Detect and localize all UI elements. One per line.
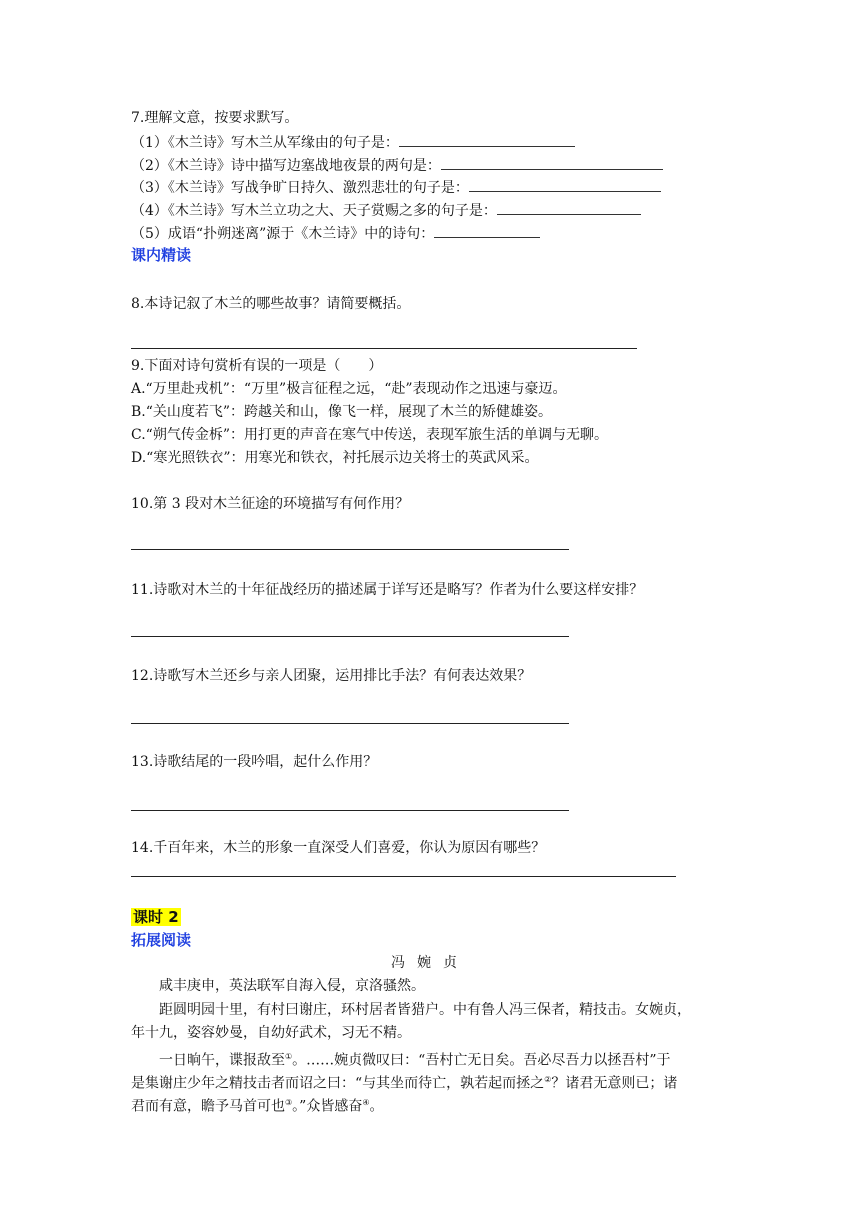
footnote-marker: ③ xyxy=(285,1098,293,1107)
answer-blank[interactable] xyxy=(497,200,641,215)
q9-stem: 9.下面对诗句赏析有误的一项是（ ） xyxy=(131,358,383,374)
answer-line[interactable] xyxy=(131,348,637,349)
passage-title: 冯婉贞 xyxy=(391,955,469,971)
q11-text: 11.诗歌对木兰的十年征战经历的描述属于详写还是略写？作者为什么要这样安排？ xyxy=(131,582,644,598)
q9-option-b[interactable]: B.“关山度若飞”：跨越关和山，像飞一样，展现了木兰的矫健雄姿。 xyxy=(131,404,553,420)
passage-paragraph-1: 咸丰庚申，英法联军自海入侵，京洛骚然。 xyxy=(159,978,425,994)
footnote-marker: ② xyxy=(544,1075,552,1084)
footnote-marker: ④ xyxy=(362,1098,370,1107)
answer-blank[interactable] xyxy=(441,155,663,170)
lesson-label: 课时 2 xyxy=(133,908,179,926)
passage-paragraph-2-line-1: 距圆明园十里，有村曰谢庄，环村居者皆猎户。中有鲁人冯三保者，精技击。女婉贞， xyxy=(159,1002,691,1018)
answer-blank[interactable] xyxy=(469,177,661,192)
passage-paragraph-3-line-2: 是集谢庄少年之精技击者而诏之曰：“与其坐而待亡，孰若起而拯之②？诸君无意则已；诸 xyxy=(131,1075,678,1092)
answer-line[interactable] xyxy=(131,876,676,877)
answer-blank[interactable] xyxy=(399,132,575,147)
q13-text: 13.诗歌结尾的一段吟唱，起什么作用？ xyxy=(131,754,378,770)
passage-paragraph-3-line-1: 一日晌午，谍报敌至①。……婉贞微叹曰：“吾村亡无日矣。吾必尽吾力以拯吾村”于 xyxy=(159,1052,671,1069)
answer-line[interactable] xyxy=(131,636,569,637)
q7-item-5: （5）成语“扑朔迷离”源于《木兰诗》中的诗句： xyxy=(131,223,540,244)
q8-text: 8.本诗记叙了木兰的哪些故事？请简要概括。 xyxy=(131,296,411,312)
answer-line[interactable] xyxy=(131,810,569,811)
section-heading-in-class-reading: 课内精读 xyxy=(131,246,192,264)
q7-item-2: （2）《木兰诗》诗中描写边塞战地夜景的两句是： xyxy=(131,155,663,176)
q9-option-c[interactable]: C.“朔气传金柝”：用打更的声音在寒气中传送，表现军旅生活的单调与无聊。 xyxy=(131,427,608,443)
footnote-marker: ① xyxy=(285,1052,293,1061)
q12-text: 12.诗歌写木兰还乡与亲人团聚，运用排比手法？有何表达效果？ xyxy=(131,668,532,684)
q9-option-a[interactable]: A.“万里赴戎机”：“万里”极言征程之远，“赴”表现动作之迅速与豪迈。 xyxy=(131,381,567,397)
q14-text: 14.千百年来，木兰的形象一直深受人们喜爱，你认为原因有哪些？ xyxy=(131,840,546,856)
q7-item-3: （3）《木兰诗》写战争旷日持久、激烈悲壮的句子是： xyxy=(131,177,661,198)
section-heading-extended-reading: 拓展阅读 xyxy=(131,931,192,949)
q7-item-1: （1）《木兰诗》写木兰从军缘由的句子是： xyxy=(131,132,575,153)
q10-text: 10.第 3 段对木兰征途的环境描写有何作用？ xyxy=(131,496,410,512)
answer-line[interactable] xyxy=(131,549,569,550)
q9-option-d[interactable]: D.“寒光照铁衣”：用寒光和铁衣，衬托展示边关将士的英武风采。 xyxy=(131,450,539,466)
passage-paragraph-3-line-3: 君而有意，瞻予马首可也③。”众皆感奋④。 xyxy=(131,1098,384,1115)
q7-item-4: （4）《木兰诗》写木兰立功之大、天子赏赐之多的句子是： xyxy=(131,200,641,221)
q7-stem: 7.理解文意，按要求默写。 xyxy=(131,110,299,126)
answer-blank[interactable] xyxy=(434,223,540,238)
passage-paragraph-2-line-2: 年十九，姿容妙曼，自幼好武术，习无不精。 xyxy=(131,1025,411,1041)
answer-line[interactable] xyxy=(131,723,569,724)
